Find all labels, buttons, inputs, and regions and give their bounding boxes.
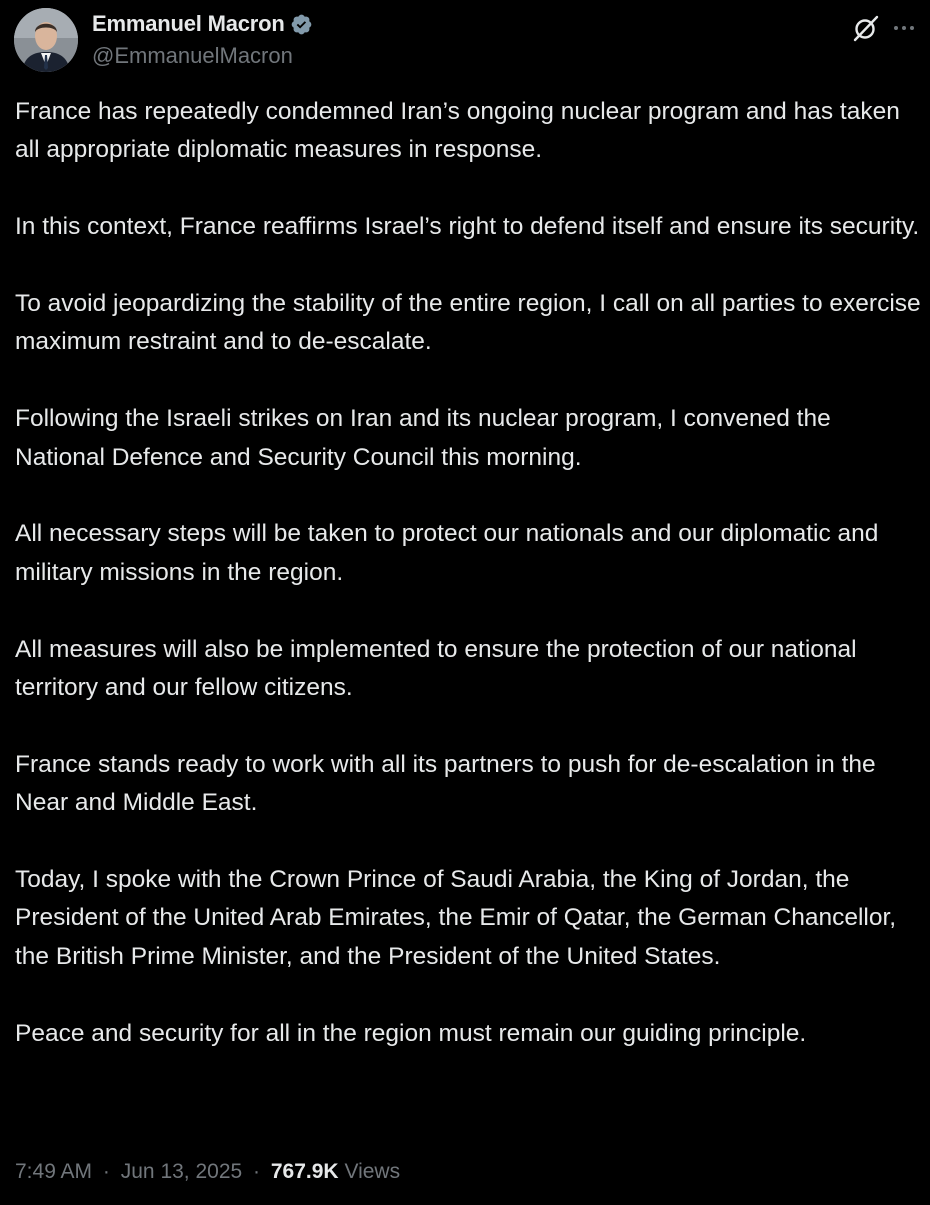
meta-separator: · <box>253 1160 261 1183</box>
avatar-image <box>14 8 78 72</box>
tweet-text <box>15 93 927 1053</box>
tweet-paragraph: To avoid jeopardizing the stability of the entire region, I call on all parties to exercise maximum restraint and to de-escalate. <box>15 290 921 356</box>
tweet-paragraph: France stands ready to work with all its partners to push for de-escalation in the Near and Middle East. <box>15 750 876 817</box>
header-actions <box>850 12 918 44</box>
tweet-paragraph: Following the Israeli strikes on Iran and its nuclear program, I convened the National Defence and Security Council this morning. <box>15 405 831 471</box>
more-icon[interactable] <box>890 14 918 42</box>
views-count: 767.9K <box>270 1160 339 1183</box>
display-name-row <box>92 10 313 38</box>
tweet-meta <box>15 1160 400 1184</box>
author-names <box>92 10 313 69</box>
grok-icon[interactable] <box>850 12 882 44</box>
handle[interactable]: @EmmanuelMacron <box>92 43 293 68</box>
tweet-paragraph: Today, I spoke with the Crown Prince of Saudi Arabia, the King of Jordan, the President of the United Arab Emirates, the Emir of Qatar, the German Chancellor, the British Prime Minister, and the President of the United States. <box>15 866 897 970</box>
tweet-date[interactable]: Jun 13, 2025 <box>120 1160 243 1183</box>
display-name[interactable]: Emmanuel Macron <box>92 11 285 36</box>
tweet-paragraph: France has repeatedly condemned Iran’s ongoing nuclear program and has taken all appropriate diplomatic measures in response. <box>15 98 900 164</box>
tweet-paragraph: All measures will also be implemented to ensure the protection of our national territory and our fellow citizens. <box>15 635 857 702</box>
tweet-paragraph: All necessary steps will be taken to protect our nationals and our diplomatic and military missions in the region. <box>15 520 879 586</box>
tweet-time[interactable]: 7:49 AM <box>15 1160 93 1183</box>
tweet-paragraph: In this context, France reaffirms Israel’s right to defend itself and ensure its security. <box>15 213 920 241</box>
tweet-paragraph: Peace and security for all in the region must remain our guiding principle. <box>15 1019 807 1047</box>
views-label: Views <box>344 1160 401 1183</box>
verified-badge-icon[interactable] <box>290 13 313 36</box>
avatar[interactable] <box>14 8 78 72</box>
tweet-header <box>14 6 918 74</box>
meta-separator: · <box>102 1160 110 1183</box>
